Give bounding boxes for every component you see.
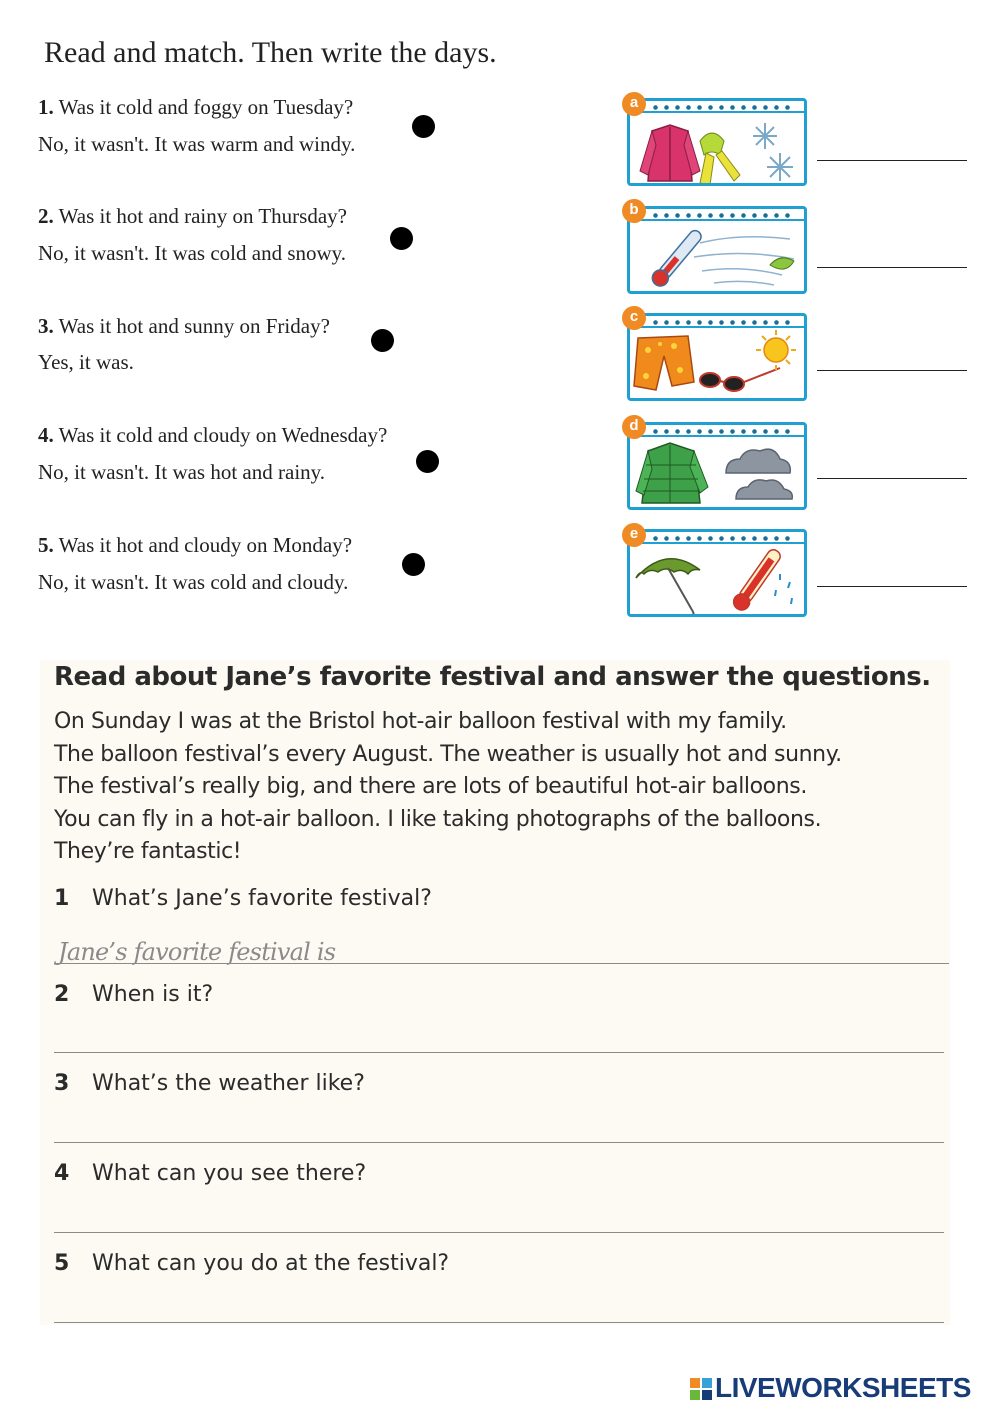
jacket-icon bbox=[630, 425, 807, 510]
reading-question-2: 2 When is it? bbox=[54, 982, 214, 1007]
question-1: 1. Was it cold and foggy on Tuesday? bbox=[38, 95, 354, 119]
picture-card-a[interactable] bbox=[627, 98, 807, 186]
answer-line-5[interactable] bbox=[54, 1322, 944, 1323]
answer-line-1[interactable] bbox=[54, 963, 949, 964]
day-answer-line-d[interactable] bbox=[817, 478, 967, 479]
liveworksheets-logo: LIVEWORKSHEETS bbox=[690, 1372, 971, 1404]
card-e-badge: e bbox=[622, 523, 646, 547]
picture-card-b[interactable] bbox=[627, 206, 807, 294]
day-answer-line-e[interactable] bbox=[817, 586, 967, 587]
reading-line: You can fly in a hot-air balloon. I like taking photographs of the balloons. bbox=[54, 806, 822, 832]
thermometer-cold-icon bbox=[630, 209, 807, 294]
answer-line-3[interactable] bbox=[54, 1142, 944, 1143]
answer-hint: Jane’s favorite festival is bbox=[58, 938, 336, 966]
liveworksheets-logo-icon bbox=[690, 1378, 712, 1400]
question-5: 5. Was it hot and cloudy on Monday? bbox=[38, 533, 353, 557]
answer-line-4[interactable] bbox=[54, 1232, 944, 1233]
winter-coat-icon bbox=[630, 101, 807, 186]
picture-card-d[interactable] bbox=[627, 422, 807, 510]
day-answer-line-a[interactable] bbox=[817, 160, 967, 161]
card-a-badge: a bbox=[622, 92, 646, 116]
reading-question-1: 1 What’s Jane’s favorite festival? bbox=[54, 886, 432, 911]
day-answer-line-b[interactable] bbox=[817, 267, 967, 268]
umbrella-icon bbox=[630, 532, 807, 617]
reading-line: The balloon festival’s every August. The weather is usually hot and sunny. bbox=[54, 741, 842, 767]
question-3: 3. Was it hot and sunny on Friday? bbox=[38, 314, 330, 338]
card-d-badge: d bbox=[622, 415, 646, 439]
thermometer-hot-icon bbox=[731, 547, 784, 614]
reading-line: The festival’s really big, and there are lots of beautiful hot-air balloons. bbox=[54, 774, 807, 799]
leaf-icon bbox=[770, 258, 794, 269]
match-dot-5[interactable] bbox=[402, 553, 425, 576]
exercise-1-title: Read and match. Then write the days. bbox=[44, 36, 497, 69]
answer-4: No, it wasn't. It was hot and rainy. bbox=[38, 460, 326, 484]
reading-text bbox=[54, 706, 944, 869]
card-b-badge: b bbox=[622, 199, 646, 223]
rain-icon bbox=[775, 574, 792, 604]
reading-question-3: 3 What’s the weather like? bbox=[54, 1071, 365, 1096]
reading-question-5: 5 What can you do at the festival? bbox=[54, 1251, 450, 1276]
sun-icon bbox=[756, 330, 796, 370]
answer-line-2[interactable] bbox=[54, 1052, 944, 1053]
card-c-badge: c bbox=[622, 306, 646, 330]
match-dot-4[interactable] bbox=[416, 450, 439, 473]
cloud-icon bbox=[726, 449, 792, 499]
answer-1: No, it wasn't. It was warm and windy. bbox=[38, 132, 356, 156]
reading-line: They’re fantastic! bbox=[54, 839, 242, 864]
question-2: 2. Was it hot and rainy on Thursday? bbox=[38, 204, 347, 228]
shorts-icon bbox=[630, 316, 807, 401]
reading-question-4: 4 What can you see there? bbox=[54, 1161, 367, 1186]
picture-card-e[interactable] bbox=[627, 529, 807, 617]
sunglasses-icon bbox=[700, 368, 780, 391]
question-4: 4. Was it cold and cloudy on Wednesday? bbox=[38, 423, 388, 447]
answer-5: No, it wasn't. It was cold and cloudy. bbox=[38, 570, 349, 594]
match-dot-2[interactable] bbox=[390, 227, 413, 250]
picture-card-c[interactable] bbox=[627, 313, 807, 401]
day-answer-line-c[interactable] bbox=[817, 370, 967, 371]
exercise-2-title: Read about Jane’s favorite festival and answer the questions. bbox=[54, 662, 931, 692]
reading-line: On Sunday I was at the Bristol hot-air balloon festival with my family. bbox=[54, 709, 787, 734]
match-dot-1[interactable] bbox=[412, 115, 435, 138]
answer-3: Yes, it was. bbox=[38, 350, 134, 374]
match-dot-3[interactable] bbox=[371, 329, 394, 352]
answer-2: No, it wasn't. It was cold and snowy. bbox=[38, 241, 347, 265]
